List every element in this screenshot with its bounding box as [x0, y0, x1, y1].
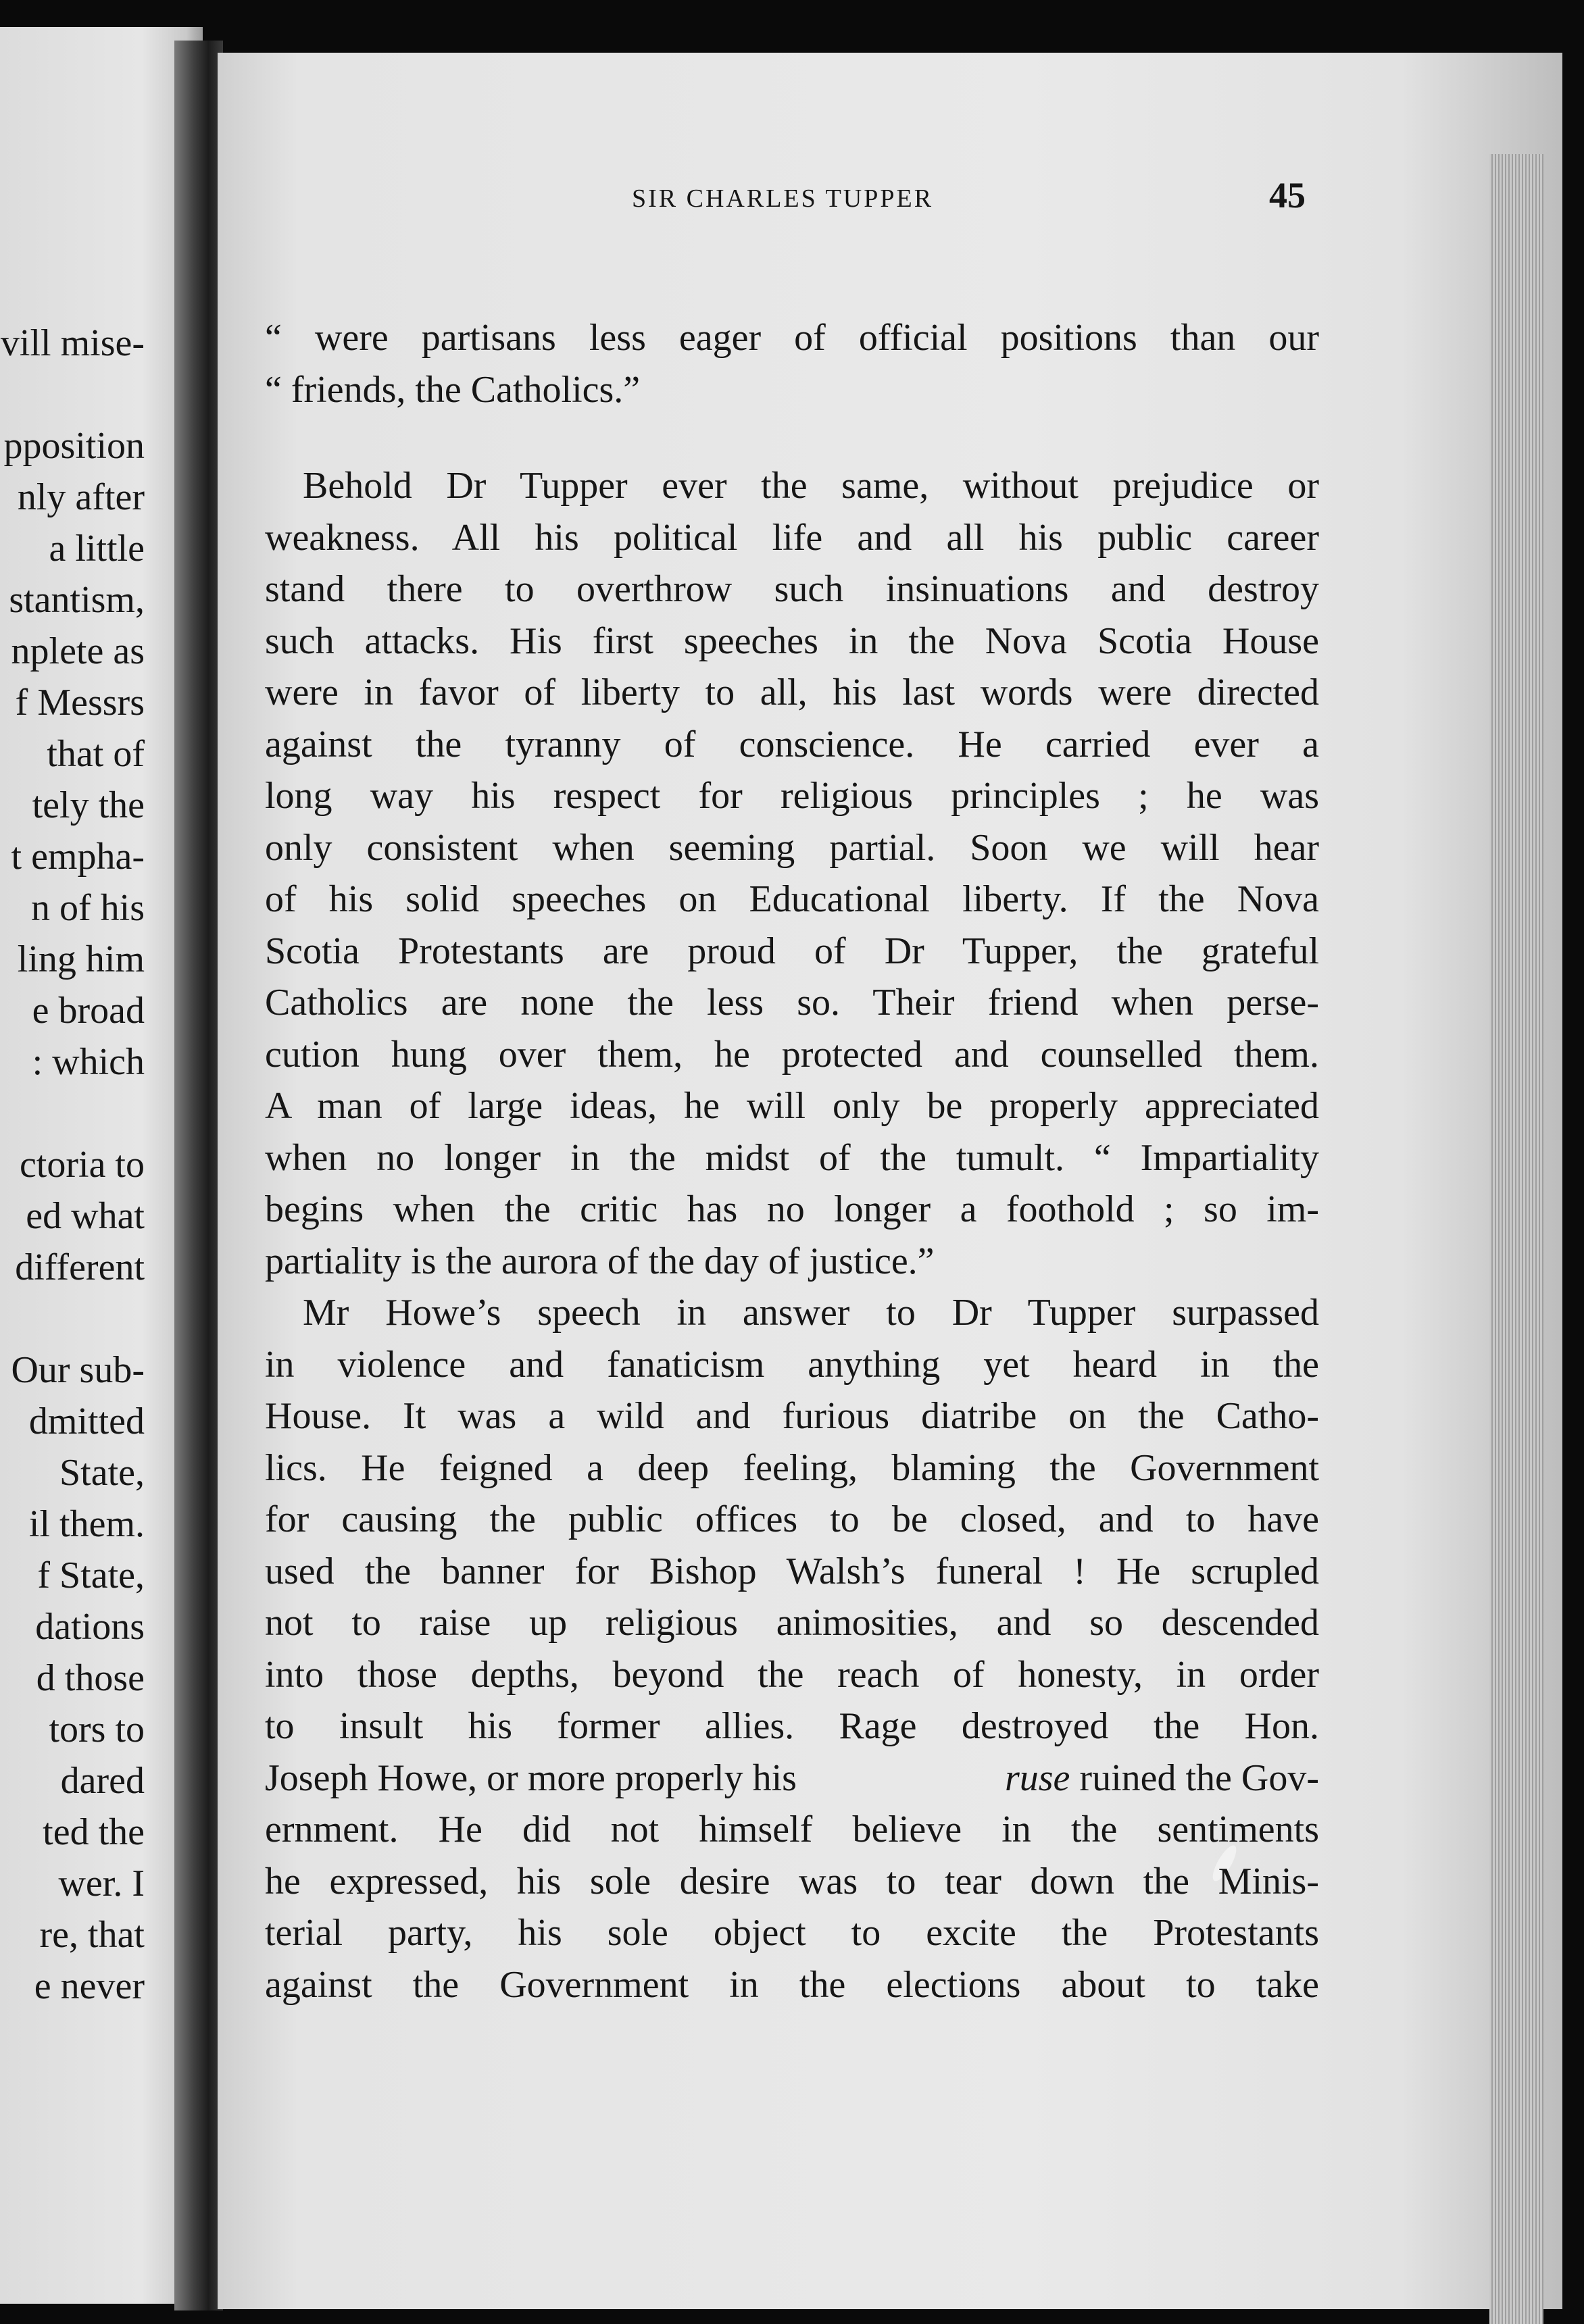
- previous-page-line: vill mise-: [0, 322, 145, 364]
- paragraph-2: [265, 460, 1319, 1287]
- text-line: Catholics are none the less so. Their friend when perse-: [265, 982, 1319, 1024]
- text-line: terial party, his sole object to excite the Protestants: [265, 1912, 1319, 1954]
- previous-page-line: f State,: [37, 1555, 145, 1596]
- previous-page-line: wer. I: [58, 1863, 145, 1904]
- previous-page-line: dmitted: [28, 1400, 145, 1442]
- text-line-with-italic: [265, 1752, 1319, 1804]
- page-body: [265, 312, 1319, 2011]
- previous-page-line: e broad: [32, 990, 145, 1032]
- text-line: A man of large ideas, he will only be properly appreciated: [265, 1085, 1319, 1127]
- text-line: House. It was a wild and furious diatribe on the Catho-: [265, 1395, 1319, 1437]
- text-line: against the Government in the elections about to take: [265, 1963, 1319, 2006]
- previous-page-line: ed what: [26, 1195, 145, 1237]
- text-line: weakness. All his political life and all his public career: [265, 516, 1319, 559]
- text-line: for causing the public offices to be closed, and to have: [265, 1498, 1319, 1540]
- text-line: such attacks. His first speeches in the Nova Scotia House: [265, 620, 1319, 662]
- text-line: “ friends, the Catholics.”: [265, 368, 641, 411]
- previous-page-line: ctoria to: [19, 1144, 145, 1186]
- previous-page-line: il them.: [28, 1503, 145, 1545]
- paragraph-3: [265, 1287, 1319, 2011]
- running-title: SIR CHARLES TUPPER: [632, 184, 934, 213]
- previous-page-line: nplete as: [11, 630, 145, 672]
- previous-page-line: t empha-: [11, 836, 145, 878]
- text-line: partiality is the aurora of the day of justice.”: [265, 1240, 935, 1282]
- text-line: when no longer in the midst of the tumult. “ Impartiality: [265, 1136, 1319, 1179]
- text-line: cution hung over them, he protected and counselled them.: [265, 1033, 1319, 1076]
- text-line: Behold Dr Tupper ever the same, without prejudice or: [303, 465, 1319, 507]
- previous-page-line: State,: [59, 1452, 145, 1494]
- text-line: to insult his former allies. Rage destroyed the Hon.: [265, 1705, 1319, 1747]
- previous-page-line: re, that: [39, 1914, 145, 1956]
- previous-page-line: pposition: [3, 425, 145, 467]
- previous-page-line: d those: [36, 1657, 145, 1699]
- text-line: long way his respect for religious principles ; he was: [265, 775, 1319, 817]
- text-fragment: Joseph Howe, or more properly his: [265, 1757, 797, 1799]
- text-fragment: [1005, 1752, 1319, 1804]
- text-line: “ were partisans less eager of official positions than our: [265, 317, 1319, 359]
- previous-page-line: nly after: [17, 476, 145, 518]
- previous-page-lines: [0, 318, 145, 2012]
- text-line: not to raise up religious animosities, and so descended: [265, 1602, 1319, 1644]
- text-line: of his solid speeches on Educational liberty. If the Nova: [265, 878, 1319, 920]
- text-line: stand there to overthrow such insinuations and destroy: [265, 568, 1319, 610]
- previous-page-line: stantism,: [9, 579, 145, 621]
- previous-page-line: n of his: [31, 887, 145, 929]
- text-line: used the banner for Bishop Walsh’s funeral ! He scrupled: [265, 1550, 1319, 1592]
- previous-page-line: [0, 1293, 145, 1344]
- previous-page-line: different: [15, 1246, 145, 1288]
- previous-page-line: ted the: [43, 1811, 145, 1853]
- previous-page-line: f Messrs: [15, 682, 145, 724]
- text-line: Scotia Protestants are proud of Dr Tupper, the grateful: [265, 930, 1319, 972]
- text-line: Mr Howe’s speech in answer to Dr Tupper surpassed: [303, 1292, 1319, 1334]
- text-line: ernment. He did not himself believe in the sentiments: [265, 1809, 1319, 1850]
- text-line: lics. He feigned a deep feeling, blaming the Government: [265, 1446, 1319, 1489]
- previous-page-line: tely the: [32, 784, 145, 826]
- text-line: begins when the critic has no longer a foothold ; so im-: [265, 1188, 1319, 1230]
- text-line: he expressed, his sole desire was to tear down the Minis-: [265, 1860, 1319, 1902]
- previous-page-line: dared: [60, 1760, 145, 1802]
- previous-page-line: : which: [32, 1041, 145, 1083]
- previous-page-line: ling him: [17, 938, 145, 980]
- previous-page-fragment: [0, 27, 203, 2304]
- text-line: against the tyranny of conscience. He carried ever a: [265, 723, 1319, 765]
- text-line: into those depths, beyond the reach of honesty, in order: [265, 1653, 1319, 1696]
- book-gutter: [174, 41, 223, 2310]
- previous-page-line: Our sub-: [11, 1349, 145, 1391]
- text-line: in violence and fanaticism anything yet heard in the: [265, 1343, 1319, 1386]
- previous-page-line: [0, 1088, 145, 1139]
- text-line: were in favor of liberty to all, his last words were directed: [265, 672, 1319, 713]
- page-number: 45: [1269, 175, 1306, 216]
- previous-page-line: tors to: [49, 1709, 145, 1750]
- previous-page-line: e never: [34, 1965, 145, 2007]
- previous-page-line: that of: [47, 733, 145, 775]
- paragraph-1: [265, 312, 1319, 415]
- previous-page-line: dations: [35, 1606, 145, 1648]
- italic-word: ruse: [1004, 1757, 1070, 1799]
- page-edges: [1489, 154, 1543, 2324]
- text-fragment: ruined the Gov-: [1070, 1757, 1319, 1799]
- previous-page-line: a little: [49, 528, 145, 570]
- previous-page-line: [0, 369, 145, 420]
- text-line: only consistent when seeming partial. Soon we will hear: [265, 826, 1319, 869]
